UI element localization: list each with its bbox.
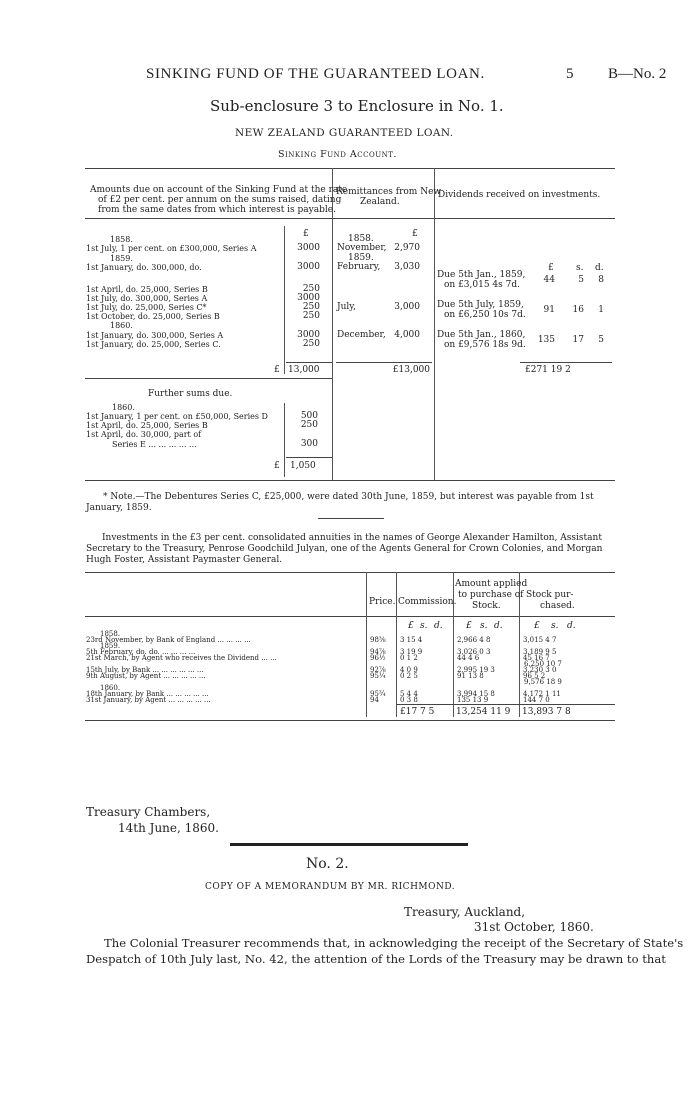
investment-row-label: 18th January, by Bank ... ... ... ... ... — [86, 690, 209, 698]
dividend-line: on £6,250 10s 7d. — [444, 310, 526, 320]
investment-commission: 0 2 5 — [400, 672, 418, 680]
remit-total: £13,000 — [392, 365, 430, 375]
col1-header-line: Amounts due on account of the Sinking Fund at the rate — [90, 185, 348, 195]
unit-label: s. — [420, 621, 428, 631]
dividend-l: 135 — [537, 335, 555, 345]
amount-row-label: 1st October, do. 25,000, Series B — [86, 312, 220, 321]
further-title: Further sums due. — [148, 389, 233, 399]
dividend-total-rule — [520, 362, 612, 363]
investment-price: 95¼ — [370, 672, 386, 680]
investment-price: 92⅞ — [370, 666, 386, 674]
investment-stock: 144 7 0 — [523, 696, 550, 704]
table2-divider — [396, 572, 397, 717]
amount-row-value: 3000 — [297, 262, 320, 272]
amount-row-label: 1st January, do. 25,000, Series C. — [86, 340, 221, 349]
table1-bottom-rule — [85, 480, 615, 481]
amount-column-rule — [284, 226, 285, 374]
col2-header: Zealand. — [360, 197, 400, 207]
investment-row-label: 5th February, do. do. ... ... ... ... — [86, 648, 196, 656]
investment-applied: 44 4 6 — [457, 654, 480, 662]
table2-bottom-rule — [85, 720, 615, 721]
stock-header: chased. — [540, 601, 575, 611]
applied-header: Amount applied — [455, 579, 528, 589]
amount-row-value: 3000 — [297, 293, 320, 303]
commission-header: Commission. — [398, 597, 457, 607]
stock-subtotal: 6,250 10 7 — [524, 660, 562, 668]
unit-label: £ — [466, 621, 472, 631]
signoff-place: Treasury Chambers, — [86, 805, 211, 819]
further-row-value: 300 — [300, 439, 318, 449]
year-label: 1858. — [100, 630, 121, 638]
further-row-value: 250 — [300, 420, 318, 430]
investment-row-label: 9th August, by Agent ... ... ... ... ... — [86, 672, 206, 680]
col2-header: Remittances from New — [336, 187, 442, 197]
applied-total: 13,254 11 9 — [456, 707, 511, 717]
year-label: 1860. — [100, 684, 121, 692]
unit-label: s. — [480, 621, 488, 631]
investment-stock: 45 16 7 — [523, 654, 550, 662]
memo-place: Treasury, Auckland, — [404, 905, 526, 919]
further-total-rule — [286, 457, 332, 458]
further-row-label: Series E ... ... ... ... ... — [112, 440, 197, 449]
note-line: January, 1859. — [86, 503, 152, 513]
investment-price: 94 — [370, 696, 379, 704]
section-title: No. 2. — [306, 856, 349, 872]
amount-row-value: 250 — [302, 302, 320, 312]
body-text-line: Despatch of 10th July last, No. 42, the attention of the Lords of the Treasury may be drawn to that — [86, 952, 666, 966]
table1-header-rule — [85, 218, 615, 219]
year-label: 1859. — [100, 642, 121, 650]
dividend-l: 91 — [543, 305, 555, 315]
amount-pound-sign: £ — [303, 229, 309, 239]
remittance-date: 1858. — [348, 234, 374, 244]
memorandum-title: COPY OF A MEMORANDUM BY MR. RICHMOND. — [205, 882, 456, 892]
further-amount-column-rule — [284, 403, 285, 477]
amount-row-label: 1859. — [110, 254, 133, 263]
investment-commission: 4 0 9 — [400, 666, 418, 674]
body-text-line: The Colonial Treasurer recommends that, in acknowledging the receipt of the Secretary of State's — [104, 936, 684, 950]
amount-row-label: 1858. — [110, 235, 133, 244]
further-rule — [85, 378, 332, 379]
loan-title: NEW ZEALAND GUARANTEED LOAN. — [235, 127, 454, 139]
table2-top-rule — [85, 572, 615, 573]
table2-header-rule — [85, 616, 615, 617]
dividend-d: 1 — [598, 305, 604, 315]
investment-row-label: 15th July, by Bank ... ... ... ... ... ... — [86, 666, 204, 674]
investment-commission: 3 19 9 — [400, 648, 423, 656]
dividend-d: 5 — [598, 335, 604, 345]
dividend-total: £271 19 2 — [525, 365, 571, 375]
dividend-unit-d: d. — [595, 263, 604, 273]
remittance-date: July, — [337, 302, 357, 312]
amount-row-label: 1st July, do. 25,000, Series C* — [86, 303, 207, 312]
amount-total-rule — [286, 362, 332, 363]
commission-total: £17 7 5 — [400, 707, 435, 717]
table2-total-rule — [396, 704, 615, 705]
further-row-label: 1st January, 1 per cent. on £50,000, Series D — [86, 412, 268, 421]
investment-commission: 0 1 2 — [400, 654, 418, 662]
investment-row-label: 23rd November, by Bank of England ... ... ... ... — [86, 636, 251, 644]
investment-applied: 2,966 4 8 — [457, 636, 491, 644]
investment-price: 98⅜ — [370, 636, 386, 644]
dividend-s: 5 — [578, 275, 584, 285]
investment-price: 96½ — [370, 654, 386, 662]
table1-top-rule — [85, 168, 615, 169]
further-total: 1,050 — [290, 461, 316, 471]
stock-total: 13,893 7 8 — [522, 707, 571, 717]
amount-row-value: 250 — [302, 311, 320, 321]
dividend-line: Due 5th Jan., 1860, — [437, 330, 526, 340]
remittance-amount: 2,970 — [394, 243, 420, 253]
applied-header: to purchase of — [458, 590, 524, 600]
remit-pound-sign: £ — [412, 229, 418, 239]
amount-row-label: 1st January, do. 300,000, do. — [86, 263, 202, 272]
dividend-line: on £9,576 18s 9d. — [444, 340, 526, 350]
investment-commission: 0 3 8 — [400, 696, 418, 704]
dividend-line: Due 5th July, 1859, — [437, 300, 524, 310]
investment-stock: 4,172 1 11 — [523, 690, 561, 698]
document-reference: B—No. 2 — [608, 66, 667, 82]
unit-label: d. — [434, 621, 443, 631]
investment-applied: 135 13 9 — [457, 696, 489, 704]
investment-commission: 5 4 4 — [400, 690, 418, 698]
investment-commission: 3 15 4 — [400, 636, 423, 644]
remittance-amount: 3,000 — [394, 302, 420, 312]
dividend-line: on £3,015 4s 7d. — [444, 280, 520, 290]
investment-applied: 3,994 15 8 — [457, 690, 495, 698]
separator-rule — [318, 518, 384, 519]
unit-label: s. — [551, 621, 559, 631]
section-rule — [230, 843, 468, 846]
investment-applied: 3,026 0 3 — [457, 648, 491, 656]
note-line: * Note.—The Debentures Series C, £25,000, were dated 30th June, 1859, but interest was payable from 1st — [103, 492, 594, 502]
further-row-label: 1st April, do. 30,000, part of — [86, 430, 202, 439]
table1-divider-2 — [434, 168, 435, 480]
remittance-amount: 3,030 — [394, 262, 420, 272]
dividend-unit-l: £ — [548, 263, 554, 273]
investment-applied: 2,995 19 3 — [457, 666, 495, 674]
memo-date: 31st October, 1860. — [474, 920, 594, 934]
remittance-date: 1859. — [348, 253, 374, 263]
account-title: Sinking Fund Account. — [278, 149, 397, 160]
amount-total-label: £ — [274, 365, 280, 375]
investment-stock: 3,015 4 7 — [523, 636, 557, 644]
amount-row-label: 1st July, 1 per cent. on £300,000, Series A — [86, 244, 257, 253]
dividend-d: 8 — [598, 275, 604, 285]
amount-total: 13,000 — [288, 365, 320, 375]
remittance-date: December, — [337, 330, 386, 340]
investments-intro-line: Hugh Foster, Assistant Paymaster General. — [86, 555, 283, 565]
dividend-s: 17 — [572, 335, 584, 345]
further-row-label: 1860. — [112, 403, 135, 412]
price-header: Price. — [369, 597, 396, 607]
col3-header: Dividends received on investments. — [438, 190, 601, 200]
dividend-line: Due 5th Jan., 1859, — [437, 270, 526, 280]
investment-stock: 3,189 9 5 — [523, 648, 557, 656]
dividend-s: 16 — [572, 305, 584, 315]
amount-row-label: 1860. — [110, 321, 133, 330]
remit-total-rule — [336, 362, 432, 363]
amount-row-label: 1st April, do. 25,000, Series B — [86, 285, 208, 294]
amount-row-value: 250 — [302, 339, 320, 349]
unit-label: d. — [494, 621, 503, 631]
col1-header-line: of £2 per cent. per annum on the sums raised, dating — [98, 195, 342, 205]
remittance-date: November, — [337, 243, 387, 253]
col1-header-line: from the same dates from which interest is payable. — [98, 205, 336, 215]
investments-intro-line: Investments in the £3 per cent. consolidated annuities in the names of George Alexander Hamilton, Assistant — [102, 533, 602, 543]
investment-row-label: 31st January, by Agent ... ... ... ... ... — [86, 696, 211, 704]
dividend-unit-s: s. — [576, 263, 584, 273]
further-row-label: 1st April, do. 25,000, Series B — [86, 421, 208, 430]
unit-label: £ — [408, 621, 414, 631]
applied-header: Stock. — [472, 601, 501, 611]
amount-row-label: 1st January, do. 300,000, Series A — [86, 331, 224, 340]
amount-row-value: 250 — [302, 284, 320, 294]
table2-divider — [366, 572, 367, 717]
dividend-l: 44 — [543, 275, 555, 285]
unit-label: £ — [534, 621, 540, 631]
investment-applied: 91 13 8 — [457, 672, 484, 680]
amount-row-value: 3000 — [297, 243, 320, 253]
remittance-amount: 4,000 — [394, 330, 420, 340]
investment-stock: 96 5 2 — [523, 672, 546, 680]
further-row-value: 500 — [300, 411, 318, 421]
stock-header: Stock pur- — [526, 590, 574, 600]
sub-enclosure-heading: Sub-enclosure 3 to Enclosure in No. 1. — [210, 97, 504, 115]
further-total-label: £ — [274, 461, 280, 471]
stock-subtotal: 9,576 18 9 — [524, 678, 562, 686]
table2-divider — [453, 572, 454, 717]
unit-label: d. — [567, 621, 576, 631]
amount-row-label: 1st July, do. 300,000, Series A — [86, 294, 208, 303]
investment-price: 95¾ — [370, 690, 386, 698]
investments-intro-line: Secretary to the Treasury, Penrose Goodchild Julyan, one of the Agents General for Crown Colonies, and Morgan — [86, 544, 603, 554]
investment-price: 94⅞ — [370, 648, 386, 656]
amount-row-value: 3000 — [297, 330, 320, 340]
signoff-date: 14th June, 1860. — [118, 821, 219, 835]
investment-stock: 3,230 3 0 — [523, 666, 557, 674]
investment-row-label: 21st March, by Agent who receives the Dividend ... ... — [86, 654, 277, 662]
remittance-date: February, — [337, 262, 381, 272]
page-number: 5 — [566, 66, 574, 82]
page-title: SINKING FUND OF THE GUARANTEED LOAN. — [146, 66, 485, 82]
